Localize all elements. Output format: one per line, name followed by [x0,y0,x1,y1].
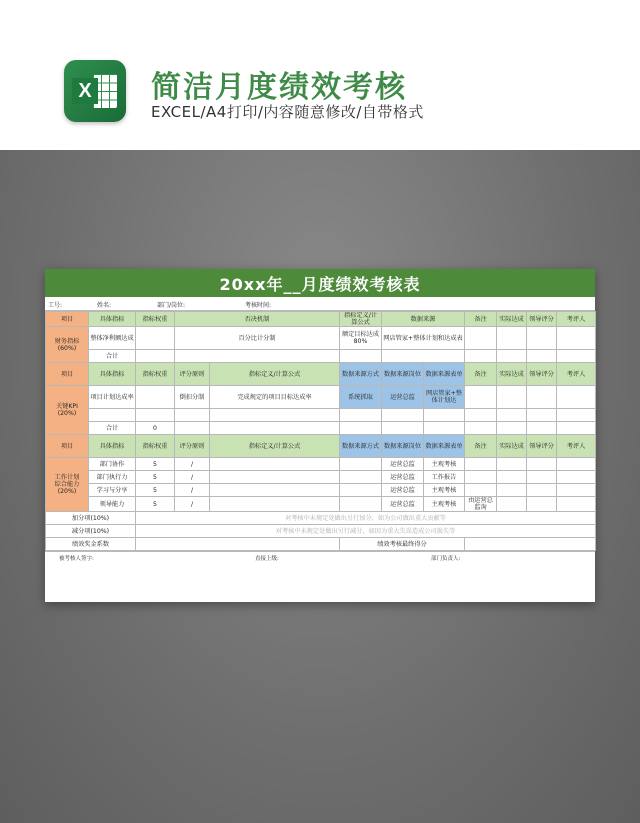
col2-formula: 指标定义/计算公式 [210,363,340,386]
col3-formula: 指标定义/计算公式 [210,435,340,458]
cell [210,484,340,497]
cell [557,386,596,409]
work-rule: / [175,484,210,497]
cell [465,386,497,409]
col-actual: 实际达成 [497,312,527,327]
kpi-rule: 倒扣分制 [175,386,210,409]
cell [465,350,497,363]
cell [527,409,557,422]
cell [557,497,596,512]
cell [527,386,557,409]
col3-note: 备注 [465,435,497,458]
col3-reviewer: 考评人 [557,435,596,458]
work-weight: 5 [136,497,175,512]
col2-score: 领导评分 [527,363,557,386]
cell [497,422,527,435]
work-indicator: 学习与分享 [89,484,136,497]
cell [136,409,175,422]
cell [527,327,557,350]
bonus-label: 加分项(10%) [46,512,136,525]
cell [175,350,340,363]
work-row-4 [46,497,596,512]
work-indicator: 领导能力 [89,497,136,512]
col3-rule: 评分原则 [175,435,210,458]
work-indicator: 部门执行力 [89,471,136,484]
work-row-1 [46,458,596,471]
cell [465,327,497,350]
work-label: 工作计划 综合能力 (20%) [46,458,89,512]
col2-src-post: 数据来源岗位 [382,363,424,386]
cell [465,422,497,435]
kpi-formula: 完成规定的项目目标达成率 [210,386,340,409]
col2-rule: 评分原则 [175,363,210,386]
cell [340,409,382,422]
cell [557,471,596,484]
cell [136,386,175,409]
work-src-form: 主观考核 [424,497,465,512]
cell [136,350,175,363]
work-rule: / [175,458,210,471]
cell [527,458,557,471]
info-row [45,297,595,311]
info-name: 姓名: [97,302,112,309]
cell [465,471,497,484]
col2-src-form: 数据来源表单 [424,363,465,386]
col3-actual: 实际达成 [497,435,527,458]
work-src-post: 运营总监 [382,484,424,497]
cell [497,458,527,471]
cell [382,422,424,435]
performance-table [45,311,596,551]
finance-formula: 额定目标达成80% [340,327,382,350]
cell [527,484,557,497]
work-note: 由运营总监询 [465,497,497,512]
kpi-empty-row [46,409,596,422]
cell [210,497,340,512]
finance-veto: 百分比计分制 [175,327,340,350]
signature-row [45,551,595,563]
cell [382,409,424,422]
col-reviewer: 考评人 [557,312,596,327]
minus-row [46,525,596,538]
work-row-3 [46,484,596,497]
cell [557,484,596,497]
col3-project: 项目 [46,435,89,458]
work-src-post: 运营总监 [382,497,424,512]
finance-row [46,327,596,350]
info-id: 工号: [48,302,63,309]
sheet-title: 20xx年__月度绩效考核表 [45,269,595,297]
coef-row [46,538,596,551]
finance-source: 网店管家+整体计划和达成表 [382,327,465,350]
bonus-row [46,512,596,525]
col2-src-method: 数据来源方式 [340,363,382,386]
col-veto: 否决机制 [175,312,340,327]
cell [527,350,557,363]
work-indicator: 部门协作 [89,458,136,471]
cell [557,350,596,363]
col-formula: 指标定义/计算公式 [340,312,382,327]
final-score-label: 绩效考核最终得分 [340,538,465,551]
col-weight: 指标权重 [136,312,175,327]
minus-text: 对考核中未规定处做出另行减分，如因为重大失误造成公司损失等 [136,525,596,538]
col-note: 备注 [465,312,497,327]
cell [210,409,340,422]
col3-src-form: 数据来源表单 [424,435,465,458]
cell [210,422,340,435]
col2-project: 项目 [46,363,89,386]
kpi-subtotal-value: 0 [136,422,175,435]
finance-subtotal: 合计 [89,350,136,363]
col3-src-post: 数据来源岗位 [382,435,424,458]
cell [424,409,465,422]
col3-src-method: 数据来源方式 [340,435,382,458]
col3-weight: 指标权重 [136,435,175,458]
work-src-form: 工作报告 [424,471,465,484]
kpi-src-method: 系统抓取 [340,386,382,409]
cell [175,422,210,435]
col2-reviewer: 考评人 [557,363,596,386]
col2-note: 备注 [465,363,497,386]
col3-indicator: 具体指标 [89,435,136,458]
cell [210,471,340,484]
kpi-subtotal-row [46,422,596,435]
cell [340,471,382,484]
cell [136,538,340,551]
finance-label: 财务指标 (60%) [46,327,89,363]
work-src-form: 主观考核 [424,484,465,497]
col3-score: 领导评分 [527,435,557,458]
kpi-label: 关键KPI (20%) [46,386,89,435]
cell [497,471,527,484]
cell [527,497,557,512]
cell [557,409,596,422]
cell [340,422,382,435]
cell [340,484,382,497]
kpi-subtotal: 合计 [89,422,136,435]
col-score: 领导评分 [527,312,557,327]
header-row-3 [46,435,596,458]
cell [557,422,596,435]
excel-logo-icon [64,60,126,122]
col-indicator: 具体指标 [89,312,136,327]
cell [136,327,175,350]
col-source: 数据来源 [382,312,465,327]
kpi-src-post: 运营总监 [382,386,424,409]
bonus-text: 对考核中未规定处做出另行加分，如为公司做出重大贡献等 [136,512,596,525]
work-weight: 5 [136,471,175,484]
finance-subtotal-row [46,350,596,363]
col2-indicator: 具体指标 [89,363,136,386]
cell [210,458,340,471]
info-period: 考核时间: [245,302,272,309]
work-weight: 5 [136,484,175,497]
sign-appraisee: 被考核人签字: [59,556,94,562]
cell [175,409,210,422]
header-row-1 [46,312,596,327]
coef-label: 绩效奖金系数 [46,538,136,551]
cell [424,422,465,435]
cell [527,471,557,484]
cell [497,497,527,512]
sign-dept-head: 部门负责人: [431,556,461,562]
cell [465,484,497,497]
work-row-2 [46,471,596,484]
banner-subtitle: EXCEL/A4打印/内容随意修改/自带格式 [151,103,424,121]
header-row-2 [46,363,596,386]
cell [527,422,557,435]
logo-letter: X [72,78,98,104]
kpi-row [46,386,596,409]
cell [497,484,527,497]
kpi-src-form: 网店管家+整体计划达 [424,386,465,409]
cell [497,350,527,363]
cell [465,409,497,422]
work-src-post: 运营总监 [382,458,424,471]
cell [340,458,382,471]
work-weight: 5 [136,458,175,471]
sign-supervisor: 直接上级: [255,556,279,562]
col2-weight: 指标权重 [136,363,175,386]
info-dept: 部门/岗位: [157,302,186,309]
spreadsheet-preview [45,269,595,602]
cell [497,409,527,422]
cell [497,327,527,350]
cell [557,458,596,471]
cell [465,458,497,471]
cell [497,386,527,409]
cell [89,409,136,422]
minus-label: 减分项(10%) [46,525,136,538]
work-src-post: 运营总监 [382,471,424,484]
work-rule: / [175,471,210,484]
banner-title: 简洁月度绩效考核 [151,70,407,105]
cell [382,350,465,363]
cell [465,538,596,551]
col-project: 项目 [46,312,89,327]
cell [340,497,382,512]
work-src-form: 主观考核 [424,458,465,471]
col2-actual: 实际达成 [497,363,527,386]
kpi-indicator: 项目计划达成率 [89,386,136,409]
cell [557,327,596,350]
cell [340,350,382,363]
finance-indicator: 整体净利额达成 [89,327,136,350]
work-rule: / [175,497,210,512]
